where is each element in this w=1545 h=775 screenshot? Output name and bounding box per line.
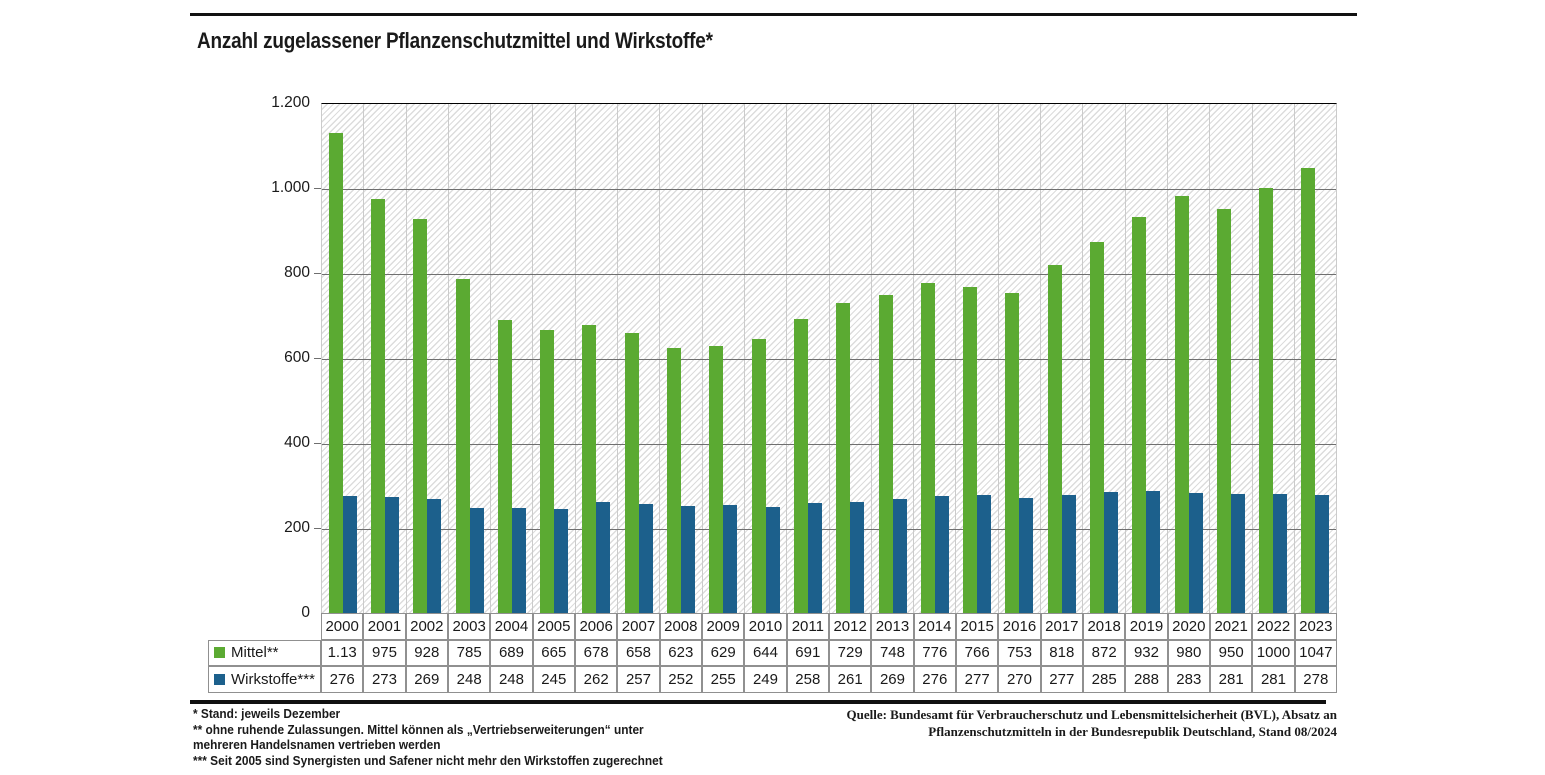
value-mittel-2013: 748 bbox=[871, 640, 913, 667]
bar-mittel-2013 bbox=[879, 295, 893, 613]
value-mittel-2011: 691 bbox=[787, 640, 829, 667]
bar-mittel-2007 bbox=[625, 333, 639, 613]
value-wirkstoffe-2003: 248 bbox=[448, 666, 490, 693]
bar-mittel-2021 bbox=[1217, 209, 1231, 613]
bar-wirkstoffe-2013 bbox=[893, 499, 907, 613]
value-wirkstoffe-2013: 269 bbox=[871, 666, 913, 693]
bar-mittel-2015 bbox=[963, 287, 977, 613]
chart-title bbox=[197, 28, 797, 54]
bar-wirkstoffe-2002 bbox=[427, 499, 441, 613]
value-wirkstoffe-2009: 255 bbox=[702, 666, 744, 693]
value-wirkstoffe-2010: 249 bbox=[744, 666, 786, 693]
year-header-2015: 2015 bbox=[956, 613, 998, 640]
source-line-1: Quelle: Bundesamt für Verbraucherschutz und Lebensmittelsicherheit (BVL), Absatz an bbox=[846, 707, 1337, 722]
value-wirkstoffe-2011: 258 bbox=[787, 666, 829, 693]
bar-mittel-2012 bbox=[836, 303, 850, 613]
chart-title-text: Anzahl zugelassener Pflanzenschutzmittel und Wirkstoffe* bbox=[197, 28, 713, 53]
value-wirkstoffe-2016: 270 bbox=[998, 666, 1040, 693]
value-wirkstoffe-2007: 257 bbox=[617, 666, 659, 693]
bar-wirkstoffe-2023 bbox=[1315, 495, 1329, 613]
year-header-2007: 2007 bbox=[617, 613, 659, 640]
footnote-line-4: *** Seit 2005 sind Synergisten und Safener nicht mehr den Wirkstoffen zugerechnet bbox=[193, 753, 663, 768]
bar-mittel-2008 bbox=[667, 348, 681, 613]
value-mittel-2018: 872 bbox=[1083, 640, 1125, 667]
year-header-2001: 2001 bbox=[363, 613, 405, 640]
year-header-2014: 2014 bbox=[914, 613, 956, 640]
value-mittel-2010: 644 bbox=[744, 640, 786, 667]
bar-wirkstoffe-2021 bbox=[1231, 494, 1245, 613]
bar-mittel-2000 bbox=[329, 133, 343, 613]
y-tick-label: 1.000 bbox=[271, 179, 310, 196]
value-mittel-2016: 753 bbox=[998, 640, 1040, 667]
value-mittel-2007: 658 bbox=[617, 640, 659, 667]
bar-mittel-2017 bbox=[1048, 265, 1062, 613]
bar-mittel-2009 bbox=[709, 346, 723, 613]
value-mittel-2001: 975 bbox=[363, 640, 405, 667]
value-wirkstoffe-2000: 276 bbox=[321, 666, 363, 693]
value-mittel-2015: 766 bbox=[956, 640, 998, 667]
value-mittel-2014: 776 bbox=[914, 640, 956, 667]
bar-wirkstoffe-2020 bbox=[1189, 493, 1203, 613]
value-mittel-2017: 818 bbox=[1041, 640, 1083, 667]
y-tick-mark bbox=[314, 188, 321, 189]
value-mittel-2009: 629 bbox=[702, 640, 744, 667]
y-tick-label: 1.200 bbox=[271, 94, 310, 111]
year-header-2005: 2005 bbox=[533, 613, 575, 640]
bar-wirkstoffe-2022 bbox=[1273, 494, 1287, 613]
bar-mittel-2018 bbox=[1090, 242, 1104, 613]
legend-label-mittel: Mittel** bbox=[231, 644, 279, 662]
source-attribution bbox=[737, 707, 1337, 740]
bar-mittel-2014 bbox=[921, 283, 935, 613]
year-header-2021: 2021 bbox=[1210, 613, 1252, 640]
year-header-2003: 2003 bbox=[448, 613, 490, 640]
value-mittel-2000: 1.13 bbox=[321, 640, 363, 667]
value-mittel-2023: 1047 bbox=[1295, 640, 1337, 667]
table-corner-spacer bbox=[208, 613, 321, 640]
bar-wirkstoffe-2015 bbox=[977, 495, 991, 613]
value-wirkstoffe-2005: 245 bbox=[533, 666, 575, 693]
y-tick-label: 400 bbox=[284, 434, 310, 451]
year-header-2004: 2004 bbox=[490, 613, 532, 640]
bar-wirkstoffe-2014 bbox=[935, 496, 949, 613]
footnote-line-3: mehreren Handelsnamen vertrieben werden bbox=[193, 738, 441, 752]
bar-mittel-2010 bbox=[752, 339, 766, 613]
value-wirkstoffe-2002: 269 bbox=[406, 666, 448, 693]
legend-wirkstoffe bbox=[208, 666, 321, 693]
year-header-2010: 2010 bbox=[744, 613, 786, 640]
footnotes bbox=[193, 707, 687, 769]
bar-mittel-2006 bbox=[582, 325, 596, 613]
value-mittel-2021: 950 bbox=[1210, 640, 1252, 667]
bar-mittel-2019 bbox=[1132, 217, 1146, 613]
year-header-2008: 2008 bbox=[660, 613, 702, 640]
bottom-rule bbox=[190, 700, 1326, 704]
bar-mittel-2023 bbox=[1301, 168, 1315, 613]
y-tick-label: 0 bbox=[301, 604, 310, 621]
year-header-2018: 2018 bbox=[1083, 613, 1125, 640]
data-table bbox=[208, 613, 1337, 693]
value-mittel-2002: 928 bbox=[406, 640, 448, 667]
bar-wirkstoffe-2003 bbox=[470, 508, 484, 613]
value-mittel-2019: 932 bbox=[1125, 640, 1167, 667]
value-wirkstoffe-2019: 288 bbox=[1125, 666, 1167, 693]
year-header-2023: 2023 bbox=[1295, 613, 1337, 640]
y-tick-label: 800 bbox=[284, 264, 310, 281]
value-mittel-2008: 623 bbox=[660, 640, 702, 667]
bar-mittel-2020 bbox=[1175, 196, 1189, 613]
source-line-2: Pflanzenschutzmitteln in der Bundesrepublik Deutschland, Stand 08/2024 bbox=[928, 723, 1337, 739]
year-header-2012: 2012 bbox=[829, 613, 871, 640]
bar-wirkstoffe-2001 bbox=[385, 497, 399, 613]
year-header-2002: 2002 bbox=[406, 613, 448, 640]
value-mittel-2006: 678 bbox=[575, 640, 617, 667]
value-mittel-2003: 785 bbox=[448, 640, 490, 667]
bar-mittel-2001 bbox=[371, 199, 385, 613]
mittel-swatch-icon bbox=[214, 647, 225, 658]
value-mittel-2012: 729 bbox=[829, 640, 871, 667]
year-header-2013: 2013 bbox=[871, 613, 913, 640]
year-header-2017: 2017 bbox=[1041, 613, 1083, 640]
value-wirkstoffe-2022: 281 bbox=[1252, 666, 1294, 693]
top-rule bbox=[190, 13, 1357, 16]
bar-wirkstoffe-2005 bbox=[554, 509, 568, 613]
value-mittel-2005: 665 bbox=[533, 640, 575, 667]
bar-wirkstoffe-2018 bbox=[1104, 492, 1118, 613]
value-wirkstoffe-2018: 285 bbox=[1083, 666, 1125, 693]
gridline-1.000 bbox=[322, 189, 1336, 190]
wirkstoffe-swatch-icon bbox=[214, 674, 225, 685]
footnote-line-2: ** ohne ruhende Zulassungen. Mittel können als „Vertriebserweiterungen“ unter bbox=[193, 722, 644, 737]
year-header-2022: 2022 bbox=[1252, 613, 1294, 640]
bar-wirkstoffe-2000 bbox=[343, 496, 357, 613]
year-header-2016: 2016 bbox=[998, 613, 1040, 640]
value-wirkstoffe-2015: 277 bbox=[956, 666, 998, 693]
y-tick-mark bbox=[314, 443, 321, 444]
value-wirkstoffe-2020: 283 bbox=[1168, 666, 1210, 693]
bar-wirkstoffe-2019 bbox=[1146, 491, 1160, 613]
bar-mittel-2005 bbox=[540, 330, 554, 613]
y-tick-mark bbox=[314, 528, 321, 529]
footnote-line-1: * Stand: jeweils Dezember bbox=[193, 707, 341, 721]
bar-wirkstoffe-2017 bbox=[1062, 495, 1076, 613]
value-wirkstoffe-2014: 276 bbox=[914, 666, 956, 693]
bar-wirkstoffe-2006 bbox=[596, 502, 610, 613]
year-header-2009: 2009 bbox=[702, 613, 744, 640]
value-wirkstoffe-2012: 261 bbox=[829, 666, 871, 693]
bar-wirkstoffe-2009 bbox=[723, 505, 737, 613]
bar-mittel-2003 bbox=[456, 279, 470, 613]
value-wirkstoffe-2023: 278 bbox=[1295, 666, 1337, 693]
year-header-2020: 2020 bbox=[1168, 613, 1210, 640]
bar-wirkstoffe-2016 bbox=[1019, 498, 1033, 613]
bar-wirkstoffe-2007 bbox=[639, 504, 653, 613]
value-wirkstoffe-2001: 273 bbox=[363, 666, 405, 693]
bar-mittel-2016 bbox=[1005, 293, 1019, 613]
bar-wirkstoffe-2012 bbox=[850, 502, 864, 613]
year-header-2011: 2011 bbox=[787, 613, 829, 640]
value-mittel-2004: 689 bbox=[490, 640, 532, 667]
bar-mittel-2011 bbox=[794, 319, 808, 613]
value-wirkstoffe-2004: 248 bbox=[490, 666, 532, 693]
value-wirkstoffe-2021: 281 bbox=[1210, 666, 1252, 693]
value-wirkstoffe-2006: 262 bbox=[575, 666, 617, 693]
bar-mittel-2004 bbox=[498, 320, 512, 613]
bar-wirkstoffe-2008 bbox=[681, 506, 695, 613]
y-tick-label: 600 bbox=[284, 349, 310, 366]
year-header-2000: 2000 bbox=[321, 613, 363, 640]
legend-label-wirkstoffe: Wirkstoffe*** bbox=[231, 670, 315, 688]
year-header-2006: 2006 bbox=[575, 613, 617, 640]
value-mittel-2022: 1000 bbox=[1252, 640, 1294, 667]
legend-mittel bbox=[208, 640, 321, 667]
y-tick-label: 200 bbox=[284, 519, 310, 536]
bar-mittel-2022 bbox=[1259, 188, 1273, 613]
plot-area bbox=[321, 103, 1337, 613]
bar-wirkstoffe-2010 bbox=[766, 507, 780, 613]
bar-wirkstoffe-2004 bbox=[512, 508, 526, 613]
bar-mittel-2002 bbox=[413, 219, 427, 613]
value-mittel-2020: 980 bbox=[1168, 640, 1210, 667]
value-wirkstoffe-2008: 252 bbox=[660, 666, 702, 693]
value-wirkstoffe-2017: 277 bbox=[1041, 666, 1083, 693]
y-tick-mark bbox=[314, 273, 321, 274]
y-tick-mark bbox=[314, 358, 321, 359]
year-header-2019: 2019 bbox=[1125, 613, 1167, 640]
bar-wirkstoffe-2011 bbox=[808, 503, 822, 613]
